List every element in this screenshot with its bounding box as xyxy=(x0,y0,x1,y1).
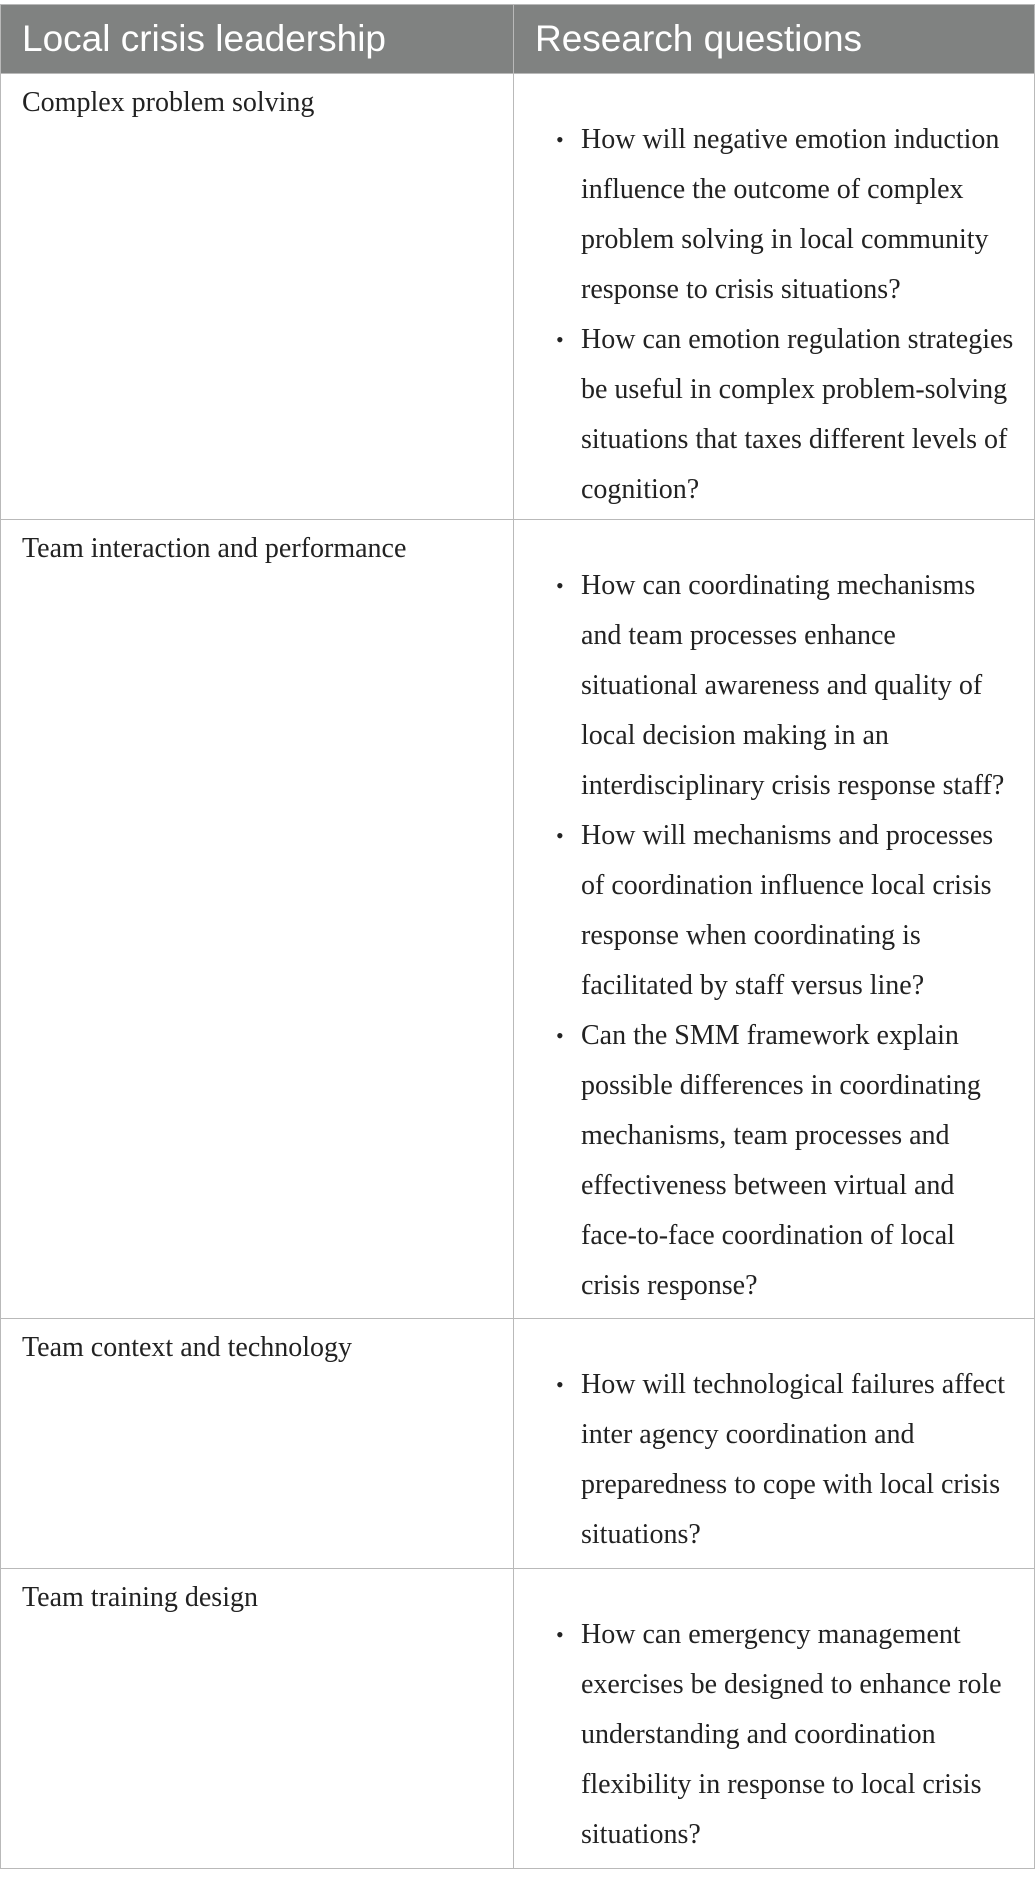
question-list xyxy=(514,1610,1014,1860)
table-row xyxy=(1,1569,1035,1869)
question-text: How will negative emotion induction influence the outcome of complex problem solving in local community response to crisis situations? xyxy=(581,124,1000,305)
question-item xyxy=(556,115,1014,315)
category-cell: Complex problem solving xyxy=(1,74,514,520)
question-item xyxy=(556,561,1014,811)
question-item xyxy=(556,1011,1014,1311)
questions-cell xyxy=(514,74,1035,520)
question-item xyxy=(556,811,1014,1011)
header-row xyxy=(1,5,1035,74)
bullet-icon: • xyxy=(556,1372,564,1397)
table-row xyxy=(1,1319,1035,1569)
question-text: How can emotion regulation strategies be useful in complex problem-solving situations that taxes different levels of cognition? xyxy=(581,324,1014,505)
bullet-icon: • xyxy=(556,823,564,848)
research-questions-table xyxy=(0,4,1035,1869)
question-item xyxy=(556,315,1014,515)
question-item xyxy=(556,1610,1014,1860)
question-text: How can emergency management exercises be designed to enhance role understanding and coordination flexibility in response to local crisis situations? xyxy=(581,1619,1002,1850)
bullet-icon: • xyxy=(556,573,564,598)
question-text: Can the SMM framework explain possible differences in coordinating mechanisms, team processes and effectiveness between virtual and face-to-face coordination of local crisis response? xyxy=(581,1020,981,1301)
bullet-icon: • xyxy=(556,1622,564,1647)
bullet-icon: • xyxy=(556,127,564,152)
bullet-icon: • xyxy=(556,327,564,352)
bullet-icon: • xyxy=(556,1023,564,1048)
header-research-questions: Research questions xyxy=(514,5,1035,74)
question-item xyxy=(556,1360,1014,1560)
question-list xyxy=(514,115,1014,515)
category-cell: Team training design xyxy=(1,1569,514,1869)
question-text: How will technological failures affect inter agency coordination and preparedness to cope with local crisis situations? xyxy=(581,1369,1005,1550)
header-local-crisis-leadership: Local crisis leadership xyxy=(1,5,514,74)
question-list xyxy=(514,1360,1014,1560)
question-list xyxy=(514,561,1014,1311)
question-text: How will mechanisms and processes of coordination influence local crisis response when coordinating is facilitated by staff versus line? xyxy=(581,820,994,1001)
category-cell: Team interaction and performance xyxy=(1,520,514,1319)
question-text: How can coordinating mechanisms and team processes enhance situational awareness and quality of local decision making in an interdisciplinary crisis response staff? xyxy=(581,570,1005,801)
questions-cell xyxy=(514,1319,1035,1569)
questions-cell xyxy=(514,1569,1035,1869)
questions-cell xyxy=(514,520,1035,1319)
category-cell: Team context and technology xyxy=(1,1319,514,1569)
table-row xyxy=(1,74,1035,520)
table-row xyxy=(1,520,1035,1319)
